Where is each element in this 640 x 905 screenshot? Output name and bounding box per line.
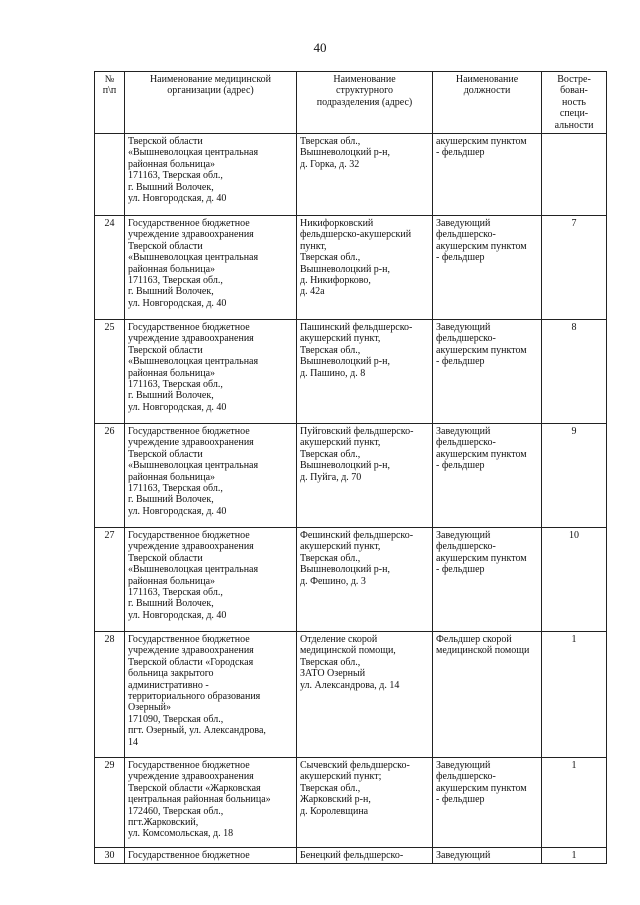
unit-cell xyxy=(297,528,433,632)
unit-cell-line: Жарковский р-н, xyxy=(300,794,371,806)
organization-cell-line: Тверской области xyxy=(128,344,203,356)
demand-cell: 1 xyxy=(542,758,607,848)
organization-cell-line: Государственное бюджетное xyxy=(128,426,250,438)
position-cell-line: фельдшерско- xyxy=(436,541,496,553)
organization-cell-line: учреждение здравоохранения xyxy=(128,229,254,241)
organization-cell-line: Озерный» xyxy=(128,702,172,714)
unit-cell-line: Фешинский фельдшерско- xyxy=(300,530,414,542)
organization-cell-line: 14 xyxy=(128,736,138,748)
header-position-line: Наименование xyxy=(455,74,519,85)
organization-cell-line: Государственное бюджетное xyxy=(128,850,250,862)
unit-cell-line: Пуйговский фельдшерско- xyxy=(300,426,414,438)
organization-cell-line: «Вышневолоцкая центральная xyxy=(128,147,259,159)
header-unit-line: структурного xyxy=(336,85,393,97)
row-number: 29 xyxy=(95,758,125,848)
table-header-row xyxy=(95,72,607,134)
position-cell-line: фельдшерско- xyxy=(436,771,496,783)
unit-cell-line: Тверская обл., xyxy=(300,344,361,356)
header-org-line: организации (адрес) xyxy=(167,85,254,97)
header-position xyxy=(433,72,542,134)
row-number: 25 xyxy=(95,320,125,424)
organization-cell-line: Тверской области xyxy=(128,448,203,460)
organization-cell-line: центральная районная больница» xyxy=(128,794,271,806)
organization-cell-line: 171163, Тверская обл., xyxy=(128,275,223,287)
organization-cell-line: Государственное бюджетное xyxy=(128,760,250,772)
table-row xyxy=(95,758,607,848)
unit-cell-line: акушерский пункт; xyxy=(300,771,382,783)
organization-cell-line: учреждение здравоохранения xyxy=(128,541,254,553)
organization-cell-line: 171090, Тверская обл., xyxy=(128,713,224,725)
organization-cell-line: 171163, Тверская обл., xyxy=(128,379,223,391)
unit-cell-line: ул. Александрова, д. 14 xyxy=(300,679,400,691)
header-num-line: п\п xyxy=(102,85,117,97)
organization-cell-line: районная больница» xyxy=(128,471,216,483)
organization-cell xyxy=(125,216,297,320)
organization-cell-line: г. Вышний Волочек, xyxy=(128,286,214,298)
unit-cell xyxy=(297,424,433,528)
unit-cell-line: Бенецкий фельдшерско- xyxy=(300,850,404,862)
unit-cell xyxy=(297,758,433,848)
organization-cell-line: ул. Новгородская, д. 40 xyxy=(128,193,227,205)
organization-cell-line: больница закрытого xyxy=(128,668,214,680)
organization-cell-line: «Вышневолоцкая центральная xyxy=(128,356,259,368)
demand-cell: 1 xyxy=(542,848,607,864)
position-cell xyxy=(433,320,542,424)
unit-cell-line: Никифорковский xyxy=(300,218,374,230)
unit-cell-line: медицинской помощи, xyxy=(300,645,396,657)
page-number: 40 xyxy=(313,40,327,55)
position-cell-line: - фельдшер xyxy=(436,460,485,472)
position-cell-line: Заведующий xyxy=(436,426,491,438)
organization-cell-line: территориального образования xyxy=(128,691,261,703)
header-demand xyxy=(542,72,607,134)
table-row xyxy=(95,528,607,632)
unit-cell-line: Тверская обл., xyxy=(300,136,361,148)
position-cell-line: Заведующий xyxy=(436,530,491,542)
unit-cell-line: ЗАТО Озерный xyxy=(300,668,366,680)
header-org xyxy=(125,72,297,134)
unit-cell-line: Вышневолоцкий р-н, xyxy=(300,147,390,159)
position-cell xyxy=(433,848,542,864)
demand-cell: 8 xyxy=(542,320,607,424)
organization-cell-line: районная больница» xyxy=(128,158,216,170)
unit-cell-line: Вышневолоцкий р-н, xyxy=(300,564,390,576)
unit-cell xyxy=(297,632,433,758)
header-demand-line: бован- xyxy=(560,85,588,97)
position-cell xyxy=(433,424,542,528)
demand-cell: 1 xyxy=(542,632,607,758)
organization-cell-line: 171163, Тверская обл., xyxy=(128,483,223,495)
organization-cell-line: учреждение здравоохранения xyxy=(128,333,254,345)
organization-cell-line: Тверской области «Жарковская xyxy=(128,782,261,794)
header-demand-line: альности xyxy=(554,119,594,131)
organization-cell-line: Тверской области xyxy=(128,552,203,564)
organization-cell-line: 172460, Тверская обл., xyxy=(128,805,224,817)
unit-cell-line: пункт, xyxy=(300,240,327,252)
position-cell-line: Фельдшер скорой xyxy=(436,634,512,646)
position-cell-line: Заведующий xyxy=(436,322,491,334)
position-cell-line: Заведующий xyxy=(436,850,491,862)
unit-cell-line: д. Пашино, д. 8 xyxy=(300,367,366,379)
header-demand-line: специ- xyxy=(559,108,589,120)
organization-cell-line: Государственное бюджетное xyxy=(128,530,250,542)
position-cell-line: - фельдшер xyxy=(436,147,485,159)
position-cell-line: - фельдшер xyxy=(436,564,485,576)
organization-cell-line: пгт.Жарковский, xyxy=(128,817,199,829)
unit-cell-line: Сычевский фельдшерско- xyxy=(300,760,410,772)
unit-cell-line: акушерский пункт, xyxy=(300,333,381,345)
position-cell-line: Заведующий xyxy=(436,760,491,772)
unit-cell xyxy=(297,134,433,216)
header-org-line: Наименование медицинской xyxy=(149,74,272,85)
header-unit-line: подразделения (адрес) xyxy=(316,96,413,108)
position-cell-line: - фельдшер xyxy=(436,252,485,264)
position-cell-line: Заведующий xyxy=(436,218,491,230)
organization-cell-line: ул. Новгородская, д. 40 xyxy=(128,401,227,413)
organization-cell-line: Тверской области xyxy=(128,240,203,252)
organization-cell-line: пгт. Озерный, ул. Александрова, xyxy=(128,725,266,737)
table-row xyxy=(95,632,607,758)
unit-cell-line: акушерский пункт, xyxy=(300,541,381,553)
organization-cell-line: районная больница» xyxy=(128,367,216,379)
unit-cell-line: фельдшерско-акушерский xyxy=(300,229,412,241)
header-demand-line: Востре- xyxy=(557,74,591,85)
organization-cell-line: Государственное бюджетное xyxy=(128,634,250,646)
organization-cell-line: учреждение здравоохранения xyxy=(128,437,254,449)
demand-cell xyxy=(542,134,607,216)
position-cell-line: акушерским пунктом xyxy=(436,240,527,252)
position-cell xyxy=(433,134,542,216)
row-number: 27 xyxy=(95,528,125,632)
unit-cell xyxy=(297,320,433,424)
unit-cell-line: д. Горка, д. 32 xyxy=(300,158,360,170)
organization-cell xyxy=(125,134,297,216)
unit-cell-line: д. Пуйга, д. 70 xyxy=(300,471,362,483)
organization-cell-line: г. Вышний Волочек, xyxy=(128,181,214,193)
demand-cell: 10 xyxy=(542,528,607,632)
position-cell-line: акушерским пунктом xyxy=(436,782,527,794)
position-cell-line: - фельдшер xyxy=(436,356,485,368)
organization-cell-line: «Вышневолоцкая центральная xyxy=(128,252,259,264)
position-cell xyxy=(433,216,542,320)
organization-cell-line: учреждение здравоохранения xyxy=(128,771,254,783)
position-cell-line: медицинской помощи xyxy=(436,645,530,657)
organization-cell-line: Тверской области «Городская xyxy=(128,656,254,668)
organization-cell-line: районная больница» xyxy=(128,575,216,587)
unit-cell-line: Вышневолоцкий р-н, xyxy=(300,356,390,368)
organization-cell xyxy=(125,320,297,424)
organization-cell-line: г. Вышний Волочек, xyxy=(128,494,214,506)
organization-cell-line: г. Вышний Волочек, xyxy=(128,598,214,610)
position-cell-line: фельдшерско- xyxy=(436,229,496,241)
position-cell-line: фельдшерско- xyxy=(436,437,496,449)
organization-cell-line: ул. Новгородская, д. 40 xyxy=(128,297,227,309)
unit-cell-line: Тверская обл., xyxy=(300,782,361,794)
header-demand-line: ность xyxy=(562,96,586,108)
organization-cell-line: «Вышневолоцкая центральная xyxy=(128,460,259,472)
demand-cell: 9 xyxy=(542,424,607,528)
unit-cell-line: д. 42а xyxy=(300,286,325,298)
organization-cell-line: Тверской области xyxy=(128,136,203,148)
organization-cell-line: административно - xyxy=(128,679,209,691)
unit-cell xyxy=(297,848,433,864)
organization-cell-line: г. Вышний Волочек, xyxy=(128,390,214,402)
position-cell-line: акушерским пунктом xyxy=(436,448,527,460)
positions-table xyxy=(94,71,607,864)
unit-cell-line: д. Никифорково, xyxy=(300,275,371,287)
demand-cell: 7 xyxy=(542,216,607,320)
organization-cell-line: учреждение здравоохранения xyxy=(128,645,254,657)
unit-cell-line: Вышневолоцкий р-н, xyxy=(300,460,390,472)
row-number: 30 xyxy=(95,848,125,864)
organization-cell-line: ул. Новгородская, д. 40 xyxy=(128,505,227,517)
position-cell-line: акушерским пунктом xyxy=(436,136,527,148)
organization-cell-line: районная больница» xyxy=(128,263,216,275)
header-position-line: должности xyxy=(463,85,511,97)
position-cell-line: фельдшерско- xyxy=(436,333,496,345)
unit-cell-line: Тверская обл., xyxy=(300,252,361,264)
unit-cell-line: д. Фешино, д. 3 xyxy=(300,575,366,587)
header-num xyxy=(95,72,125,134)
organization-cell xyxy=(125,528,297,632)
table-row xyxy=(95,848,607,864)
header-num-line: № xyxy=(104,74,115,85)
unit-cell-line: Пашинский фельдшерско- xyxy=(300,322,413,334)
unit-cell-line: Вышневолоцкий р-н, xyxy=(300,263,390,275)
unit-cell-line: акушерский пункт, xyxy=(300,437,381,449)
row-number: 28 xyxy=(95,632,125,758)
table-row xyxy=(95,320,607,424)
organization-cell-line: Государственное бюджетное xyxy=(128,322,250,334)
organization-cell xyxy=(125,632,297,758)
header-unit xyxy=(297,72,433,134)
organization-cell-line: Государственное бюджетное xyxy=(128,218,250,230)
header-unit-line: Наименование xyxy=(333,74,396,85)
organization-cell xyxy=(125,758,297,848)
organization-cell-line: 171163, Тверская обл., xyxy=(128,587,223,599)
position-cell-line: акушерским пунктом xyxy=(436,344,527,356)
organization-cell-line: ул. Новгородская, д. 40 xyxy=(128,609,227,621)
organization-cell-line: «Вышневолоцкая центральная xyxy=(128,564,259,576)
unit-cell-line: Тверская обл., xyxy=(300,448,361,460)
unit-cell-line: Тверская обл., xyxy=(300,656,361,668)
unit-cell-line: Отделение скорой xyxy=(300,634,378,646)
unit-cell xyxy=(297,216,433,320)
organization-cell xyxy=(125,424,297,528)
row-number: 24 xyxy=(95,216,125,320)
table-row xyxy=(95,134,607,216)
position-cell xyxy=(433,632,542,758)
organization-cell xyxy=(125,848,297,864)
position-cell-line: акушерским пунктом xyxy=(436,552,527,564)
table-row xyxy=(95,424,607,528)
position-cell xyxy=(433,758,542,848)
table-row xyxy=(95,216,607,320)
position-cell-line: - фельдшер xyxy=(436,794,485,806)
organization-cell-line: 171163, Тверская обл., xyxy=(128,170,223,182)
unit-cell-line: Тверская обл., xyxy=(300,552,361,564)
organization-cell-line: ул. Комсомольская, д. 18 xyxy=(128,828,234,840)
row-number: 26 xyxy=(95,424,125,528)
position-cell xyxy=(433,528,542,632)
row-number xyxy=(95,134,125,216)
unit-cell-line: д. Королевщина xyxy=(300,805,369,817)
